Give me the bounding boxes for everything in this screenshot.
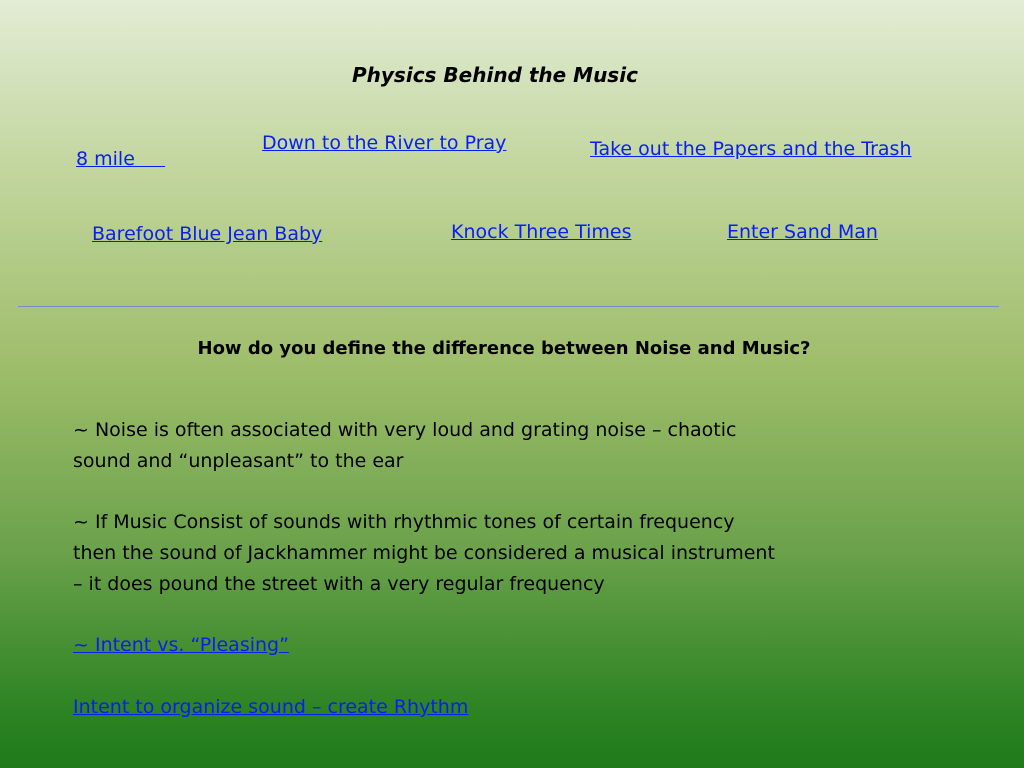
question-heading: How do you define the difference between Noise and Music? (197, 338, 811, 359)
divider-line (18, 306, 999, 307)
song-link-take-out-the-papers[interactable]: Take out the Papers and the Trash (590, 138, 912, 160)
intent-vs-pleasing-link[interactable]: ~ Intent vs. “Pleasing” (73, 634, 289, 656)
song-link-8-mile[interactable]: 8 mile (76, 148, 166, 170)
song-link-down-to-the-river[interactable]: Down to the River to Pray (262, 132, 507, 154)
paragraph-noise (73, 415, 736, 477)
intent-to-organize-link[interactable]: Intent to organize sound – create Rhythm (73, 696, 469, 718)
paragraph-music (73, 507, 775, 600)
paragraph-line: then the sound of Jackhammer might be considered a musical instrument (73, 542, 775, 564)
song-link-knock-three-times[interactable]: Knock Three Times (451, 221, 632, 243)
paragraph-line: sound and “unpleasant” to the ear (73, 450, 404, 472)
song-link-enter-sand-man[interactable]: Enter Sand Man (727, 221, 878, 243)
paragraph-line: – it does pound the street with a very regular frequency (73, 573, 605, 595)
paragraph-line: ~ Noise is often associated with very loud and grating noise – chaotic (73, 419, 737, 441)
paragraph-line: ~ If Music Consist of sounds with rhythmic tones of certain frequency (73, 511, 735, 533)
song-link-barefoot-blue-jean-baby[interactable]: Barefoot Blue Jean Baby (92, 223, 323, 245)
slide-title: Physics Behind the Music (352, 63, 638, 87)
